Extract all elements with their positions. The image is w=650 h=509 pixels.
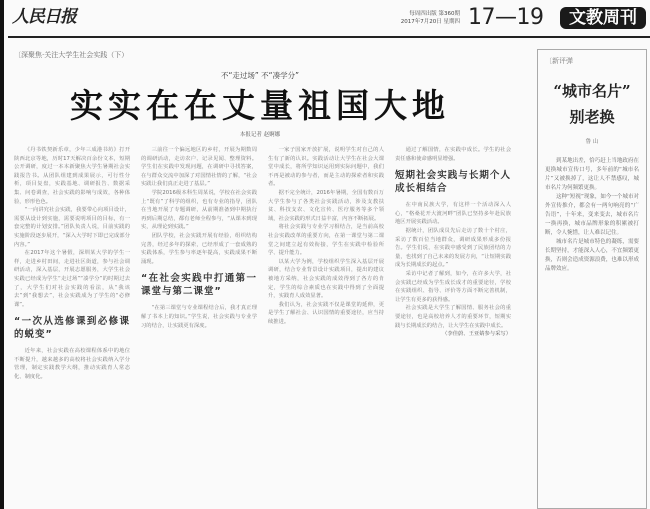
article-paragraph: 在中南民族大学，有这样一个活动深入人心，“格桑花开大渡河畔”团队已坚持多年赴民族地区开展实践活动。 xyxy=(395,202,511,226)
article-column-2 xyxy=(141,146,257,507)
article-paragraph: 《丹书铁契新乐章，少年三成港书坊》打开陕西北京等地，历时17天解决百余份文本，短期公开调研，度过一本本新聚焦大学生暑期社会实践报告书。从团队组建到成果展示，可行性分析，项目复盘，实践基地、调研报告、数据采集、问卷调查，社会实践的影响与成效，各种体验，形形色色。 xyxy=(14,147,130,205)
article-paragraph: 社会实践是大学生了解国情、服务社会的重要途径，也是高校培养人才的重要环节，短期实践与长期成长的结合，让大学生在实践中成长。 xyxy=(395,305,511,329)
page-range: 17—19 xyxy=(468,5,544,30)
article-paragraph: 学院2016级本科生周某说，学校在社会实践上“既有”了科学的组织，也有专业的指导，团队在当地开展了专题调研，从前期准备到中期执行再到后期总结，都有老师全程参与，“从课本到现实，从理论到实践。” xyxy=(141,189,257,231)
article-paragraph: 三前往一个偏远地区的乡村，开展为期数周的调研活动，走访农户、记录见闻、整理资料。学生们在实践中发现问题，在调研中寻找答案，在与群众交流中加深了对国情社情的了解，“社会实践让我们真正走进了基层。” xyxy=(141,147,257,188)
article-subheading: 短期社会实践与长期个人成长相结合 xyxy=(395,170,511,195)
article-paragraph: 将社会实践与专业学习相结合，是当前高校社会实践改革的重要方向，在第一课堂与第二课堂之间建立起有效衔接，学生在实践中检验所学、提升能力。 xyxy=(268,224,384,257)
commentary-author: 鲁 山 xyxy=(585,139,599,145)
article-paragraph: 据统计，团队成员先后走访了数十个村庄，采访了数百位当地群众，调研成果形成多份报告。学生们说，在实践中感受到了民族团结的力量，也找到了自己未来的发展方向，“让短期实践成为长期成长的起点。” xyxy=(395,227,511,269)
article-column-4 xyxy=(395,146,511,507)
header-rule xyxy=(8,36,650,38)
issue-date: 2017年7月20日 星期四 xyxy=(400,19,460,25)
article-paragraph: 一家子国家开放扩展，说明学生对自己的人生有了新的认识。实践活动让大学生在社会大课堂中成长，将所学知识运用到实际问题中，我们不再是被动的参与者，而是主动的探索者和实践者。 xyxy=(268,147,384,188)
article-column-3 xyxy=(268,146,384,507)
article-headline: 实实在在丈量祖国大地 xyxy=(70,86,450,125)
article-paragraph: “一向讲究社会实践，我要带心向项目设计，需要从设计到实施，需要说明项目的目标，有一套完整的计划安排。”团队负责人说，目前实践的实施阶段逐步展开，“深入大学时下即已完成部分内容。” xyxy=(14,207,130,248)
commentary-paragraph: 城市名片是城市特色的凝练，需要长期坚持，才能深入人心，不宜频繁更换，否则会造成资源浪费，也难以形成品牌效应。 xyxy=(545,239,639,272)
article-paragraph: 团队学校，社会实践开展有经验，组织结构完善，经过多年的探索，已经形成了一套成熟的实践体系，学生参与率逐年提高，实践成果不断涌现。 xyxy=(141,232,257,265)
article-paragraph: 以某大学为例，学校组织学生深入基层开展调研，结合专业背景设计实践项目，提出的建议被地方采纳，社会实践的成效得到了各方的肯定，学生的综合素质也在实践中得到了全面提升，实践育人成效显著。 xyxy=(268,258,384,300)
article-paragraph: 采访中记者了解到，如今，在许多大学，社会实践已经成为学生成长成才的重要途径，学校在实践组织、指导、评价等方面不断完善机制，让学生有更多的获得感。 xyxy=(395,270,511,303)
article-paragraph: 在2017年这个暑假，深圳某大学的学生一样，走进乡村田间，走进社区街道，参与社会调研活动，深入基层，开展志愿服务，大学生社会实践已经成为学生“走过场”“凑学分”的时期过去了，大学生们对社会实践的看法，从“我该去”到“我想去”，社会实践成为了学生的“必修课”。 xyxy=(14,250,130,308)
article-credit: （李佳蔚、王亚婧参与采写） xyxy=(442,331,511,338)
issue-schedule: 每周四出版 第360期 xyxy=(409,11,460,17)
issue-info xyxy=(360,10,460,26)
article-paragraph: 近年来，社会实践在高校课程体系中的地位不断提升，越来越多的高校将社会实践纳入学分管理，制定实践教学大纲，推动实践育人常态化、制度化。 xyxy=(14,348,130,381)
commentary-paragraph: 到某地出差，恰巧赶上当地政府在更换城市宣传口号，多年前的“城市名片”又被换掉了，这让人不禁感叹，城市名片为何频繁更换。 xyxy=(545,158,639,191)
article-subheading: “一次从选修课到必修课的蜕变” xyxy=(14,316,130,341)
article-paragraph: 据不完全统计，2016年暑期，全国有数百万大学生参与了各类社会实践活动，涉及支教扶贫、科技支农、文化宣传、医疗服务等多个领域，社会实践的形式日益丰富，内容不断拓展。 xyxy=(268,189,384,222)
article-paragraph: 通过了解国情，在实践中成长。学生的社会责任感和使命感明显增强。 xyxy=(395,147,511,162)
commentary-box xyxy=(537,49,647,509)
article-byline: 本报记者 赵婀娜 xyxy=(239,132,281,138)
article-subheading: “在社会实践中打通第一课堂与第二课堂” xyxy=(141,273,257,298)
commentary-tag: 〔新评弹 xyxy=(545,57,573,65)
commentary-title-line-2: 别老换 xyxy=(569,108,615,126)
masthead-logo: 人民日报 xyxy=(12,7,76,27)
article-paragraph: 我们认为，社会实践不仅是课堂的延伸，更是学生了解社会、认识国情的重要途径，应当持续推进。 xyxy=(268,301,384,325)
article-column-1 xyxy=(14,146,130,507)
series-label: 〔深聚焦·关注大学生社会实践（下） xyxy=(14,51,129,59)
commentary-paragraph: 这种“短视”现象，如今一个城市对外宣传推介，都会有一两句响亮的“广告语”，十年来，变来变去，城市名片一换再换，城市品牌形象的积累被打断，令人惋惜，让人难以记住。 xyxy=(545,194,639,236)
article-paragraph: “在第三课堂与专业课程结合后，我才真正理解了书本上的知识。”学生说，社会实践与专业学习的结合，让实践更有深度。 xyxy=(141,305,257,329)
article-kicker: 不“走过场” 不“凑学分” xyxy=(221,71,299,80)
section-tag: 文教周刊 xyxy=(560,7,646,29)
commentary-title-line-1: “城市名片” xyxy=(553,82,631,100)
commentary-body xyxy=(545,157,639,274)
